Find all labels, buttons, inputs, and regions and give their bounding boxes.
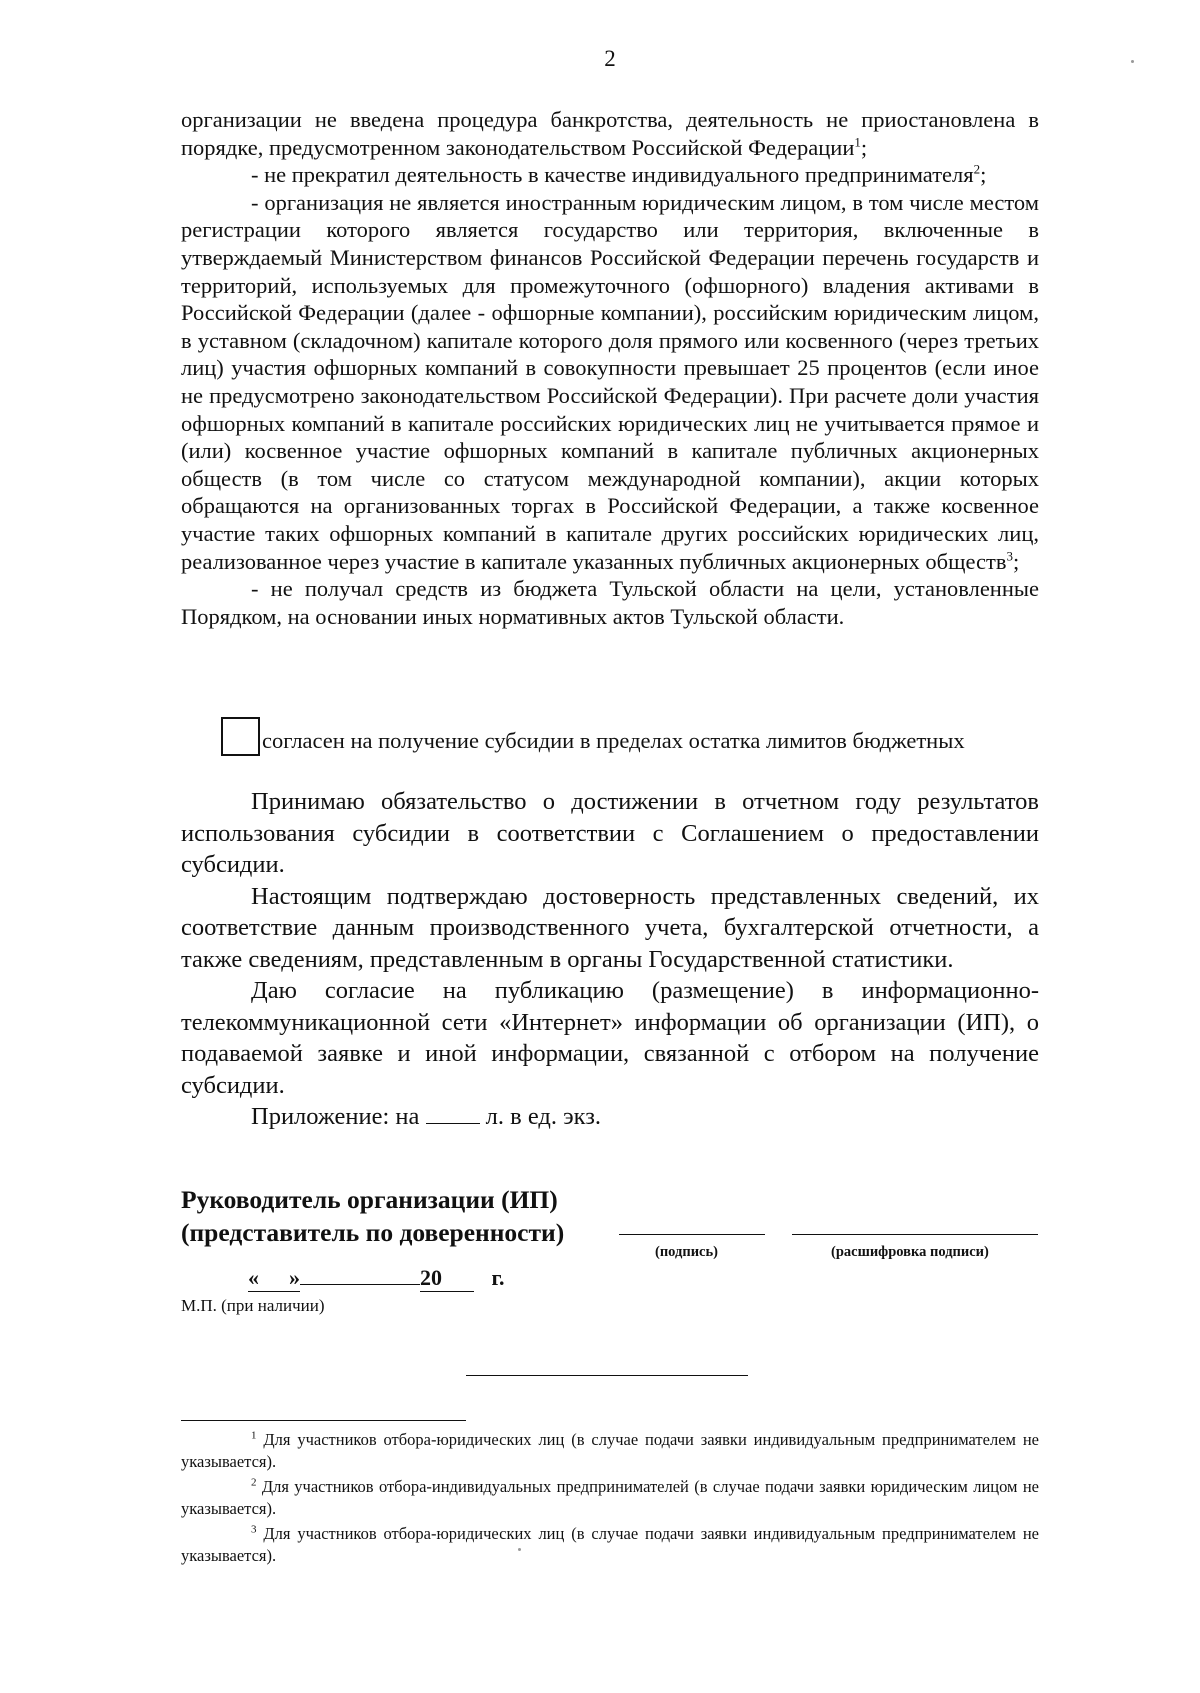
signature-field[interactable] bbox=[619, 1234, 765, 1235]
footnote-ref-3: 3 bbox=[1006, 548, 1013, 563]
footnote-3: $^3$ Для участников отбора-юридических лиц (в случае подачи заявки индивидуальным предпринимателем не указывается). bbox=[181, 1523, 1040, 1565]
date-line bbox=[248, 1265, 505, 1292]
paragraph-bankruptcy: организации не введена процедура банкротства, деятельность не приостановлена в порядке, предусмотренном законодательством Российской Федерации$^1$; bbox=[181, 107, 1039, 160]
footnote-separator bbox=[181, 1420, 466, 1421]
paragraph-commitment: Принимаю обязательство о достижении в отчетном году результатов использования субсидии в соответствии с Соглашением о предоставлении субсидии. bbox=[181, 788, 1039, 878]
attachment-pages-field[interactable] bbox=[426, 1101, 480, 1124]
signatory-title-line1: Руководитель организации (ИП) bbox=[181, 1185, 558, 1214]
footnote-ref-2: 2 bbox=[973, 161, 981, 177]
consent-checkbox[interactable] bbox=[221, 717, 260, 756]
conditions-block bbox=[181, 106, 1039, 630]
scan-speck bbox=[1131, 60, 1134, 63]
date-year-field[interactable]: 20 bbox=[420, 1265, 474, 1292]
date-month-field[interactable] bbox=[300, 1284, 420, 1285]
signature-decoding-caption: (расшифровка подписи) bbox=[831, 1244, 989, 1260]
signatory-title-line2: (представитель по доверенности) bbox=[181, 1218, 565, 1247]
consent-row bbox=[221, 716, 965, 756]
footnote-1: $^1$ Для участников отбора-юридических лиц (в случае подачи заявки индивидуальным предпринимателем не указывается). bbox=[181, 1429, 1040, 1471]
paragraph-budget-funds: - не получал средств из бюджета Тульской области на цели, установленные Порядком, на основании иных нормативных актов Тульской области. bbox=[181, 576, 1039, 629]
signatory-title bbox=[181, 1183, 564, 1249]
stamp-place: М.П. (при наличии) bbox=[181, 1296, 325, 1315]
footnote-ref-1: 1 bbox=[854, 134, 861, 150]
date-day-field[interactable]: « » bbox=[248, 1265, 300, 1290]
commitments-block bbox=[181, 786, 1039, 1133]
signature-caption: (подпись) bbox=[655, 1244, 718, 1260]
consent-checkbox-label: согласен на получение субсидии в пределах остатка лимитов бюджетных bbox=[262, 728, 965, 753]
paragraph-confirmation: Настоящим подтверждаю достоверность представленных сведений, их соответствие данным производственного учета, бухгалтерской отчетности, а также сведениям, представленным в органы Государственной статистики. bbox=[181, 882, 1039, 973]
paragraph-publication-consent: Даю согласие на публикацию (размещение) в информационно-телекоммуникационной сети «Интернет» информации об организации (ИП), о подаваемой заявке и иной информации, связанной с отбором на получение субсидии. bbox=[181, 977, 1039, 1099]
date-year-suffix: г. bbox=[491, 1265, 505, 1290]
end-separator bbox=[466, 1375, 748, 1376]
paragraph-offshore: - организация не является иностранным юридическим лицом, в том числе местом регистрации которого является государство или территория, включенные в утверждаемый Министерством финансов Российской Федерации перечень государств и территорий, используемых для промежуточного (офшорного) владения активами в Российской Федерации (далее - офшорные компании), российским юридическим лицом, в уставном (складочном) капитале которого доля прямого или косвенного (через третьих лиц) участия офшорных компаний в совокупности превышает 25 процентов (если иное не предусмотрено законодательством Российской Федерации). При расчете доли участия офшорных компаний в капитале российских юридических лиц не учитывается прямое и (или) косвенное участие офшорных компаний в капитале публичных акционерных обществ (в том числе со статусом международной компании), акции которых обращаются на организованных торгах в Российской Федерации, а также косвенное участие таких офшорных компаний в капитале других российских юридических лиц, реализованное через участие в капитале указанных публичных акционерных обществ$^3$; bbox=[181, 189, 1039, 574]
signature-decoding-field[interactable] bbox=[792, 1234, 1038, 1235]
footnote-2: $^2$ Для участников отбора-индивидуальных предпринимателей (в случае подачи заявки юридическим лицом не указывается). bbox=[181, 1476, 1039, 1518]
footnotes bbox=[181, 1429, 1039, 1570]
scan-speck bbox=[518, 1548, 521, 1551]
paragraph-entrepreneur: - не прекратил деятельность в качестве индивидуального предпринимателя$^2$; bbox=[251, 161, 987, 188]
page-number: 2 bbox=[604, 46, 616, 71]
attachment-line: Приложение: на л. в ед. экз. bbox=[251, 1103, 602, 1130]
